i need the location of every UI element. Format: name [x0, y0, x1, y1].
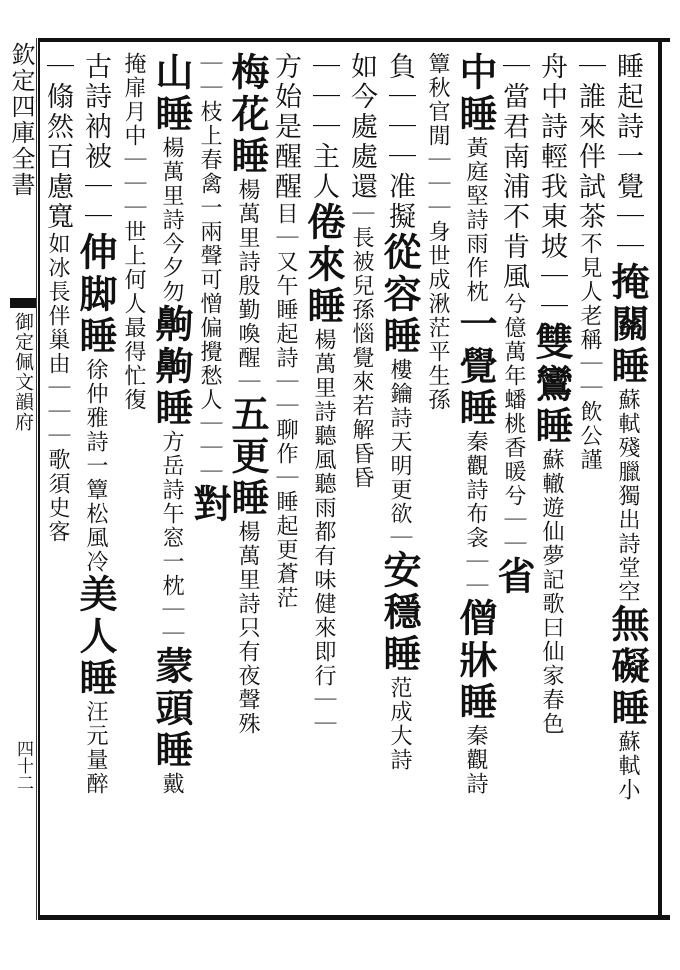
column-text: 如今處處還: [346, 52, 377, 202]
column-text: 飲公謹: [577, 400, 602, 472]
headword-char: 牀: [453, 640, 498, 682]
column-text: 復: [121, 388, 146, 412]
column-text: 不見人老稱｜｜: [577, 232, 602, 400]
headword-char: 睡: [301, 286, 346, 328]
column-text: 睡起詩一覺｜｜: [612, 52, 643, 262]
headword-char: 睡: [225, 478, 270, 520]
column-text: 古詩衲被｜｜: [80, 52, 111, 232]
text-column: [342, 52, 380, 912]
headword-char: 睡: [377, 316, 422, 358]
headword-char: 梅: [225, 52, 270, 94]
text-column: [418, 52, 456, 912]
text-column: [266, 52, 304, 912]
margin-book-title: 御定佩文韻府: [10, 298, 34, 432]
column-text: 楊萬里詩聽風聽雨都有味健來即行｜｜: [311, 328, 336, 736]
headword-char: 睡: [73, 658, 118, 700]
column-text: ｜｜｜主人: [308, 52, 339, 202]
column-text: 兮億萬年蟠桃香暖兮｜｜: [501, 292, 526, 556]
headword-char: 礙: [605, 646, 650, 688]
headword-char: 睡: [225, 136, 270, 178]
headword-char: 睡: [453, 682, 498, 724]
column-text: 樓鑰詩天明更欲｜: [387, 358, 412, 550]
frame-top-border: [38, 38, 670, 42]
column-text: 秦觀詩: [463, 724, 488, 796]
headword-char: 倦: [301, 202, 346, 244]
headword-char: 睡: [453, 388, 498, 430]
headword-char: 伸: [73, 232, 118, 274]
column-text: ｜誰來伴試茶: [574, 52, 605, 232]
headword-char: 五: [225, 394, 270, 436]
column-text: 蘇軾小: [615, 730, 640, 802]
margin-divider: [36, 38, 37, 920]
column-text: ｜長被兒孫惱覺來: [349, 202, 374, 394]
text-column: [453, 52, 498, 912]
headword-char: 睡: [605, 688, 650, 730]
column-text: 歌須史客: [45, 448, 70, 544]
text-column: [605, 52, 650, 912]
column-text: ｜世上何人最得忙: [121, 196, 146, 388]
column-text: 楊萬里詩殷勤喚醒｜: [235, 178, 260, 394]
column-text: ｜當君南浦不肯風: [498, 52, 529, 292]
column-text: 負｜｜｜准擬: [384, 52, 415, 232]
column-text: 秦觀詩布衾｜｜: [463, 430, 488, 598]
headword-char: 覺: [453, 346, 498, 388]
headword-char: 從: [377, 232, 422, 274]
column-text: 蘇軾殘臘獨出詩堂空: [615, 388, 640, 604]
headword-char: 穩: [377, 592, 422, 634]
headword-char: 安: [377, 550, 422, 592]
column-text: ｜翛然百慮寬: [42, 52, 73, 232]
headword-char: 齁: [149, 346, 194, 388]
column-text: 楊萬里詩只有夜聲殊: [235, 520, 260, 736]
headword-char: 省: [491, 556, 536, 598]
column-text: ｜｜枝上春禽一兩聲: [197, 52, 222, 268]
headword-char: 更: [225, 436, 270, 478]
text-column: [491, 52, 536, 912]
text-column: [301, 52, 346, 912]
column-text: 汪元量醉: [83, 700, 108, 796]
column-text: 方始是醒醒: [270, 52, 301, 202]
headword-char: 睡: [605, 346, 650, 388]
margin-page-number: 四十二: [13, 740, 33, 791]
headword-char: 一: [453, 304, 498, 346]
text-column: [187, 52, 232, 912]
margin-series-title: 欽定四庫全書: [7, 42, 35, 198]
column-text: 若解昏昏: [349, 394, 374, 490]
headword-char: 山: [149, 52, 194, 94]
column-text: 平生孫: [425, 340, 450, 412]
headword-char: 對: [187, 484, 232, 526]
headword-char: 睡: [529, 406, 574, 448]
column-text: 可憎偏攪愁人｜｜｜: [197, 268, 222, 484]
headword-char: 睡: [377, 634, 422, 676]
headword-char: 人: [73, 616, 118, 658]
headword-char: 來: [301, 244, 346, 286]
headword-char: 美: [73, 574, 118, 616]
headword-char: 睡: [149, 94, 194, 136]
headword-char: 花: [225, 94, 270, 136]
text-column: [73, 52, 118, 912]
text-column: [377, 52, 422, 912]
column-text: 徐仲雅詩一簟松風冷: [83, 358, 108, 574]
column-text: 舟中詩輕我東坡｜｜: [536, 52, 567, 322]
headword-char: 睡: [453, 94, 498, 136]
column-text: 楊萬里詩今夕勿: [159, 136, 184, 304]
headword-char: 脚: [73, 274, 118, 316]
frame-right-border: [658, 38, 662, 920]
headword-char: 雙: [529, 322, 574, 364]
column-text: 掩扉月中｜｜: [121, 52, 146, 196]
column-text: 方岳詩午窓一枕｜｜: [159, 430, 184, 646]
text-column: [570, 52, 608, 912]
text-column: [114, 52, 152, 912]
column-text: 戴: [159, 772, 184, 796]
text-column: [149, 52, 194, 912]
headword-char: 中: [453, 52, 498, 94]
column-text: 黃庭堅詩雨作枕: [463, 136, 488, 304]
headword-char: 關: [605, 304, 650, 346]
headword-char: 睡: [73, 316, 118, 358]
column-text: 蘇轍遊仙夢記歌曰仙家春色: [539, 448, 564, 736]
column-text: 目｜又午睡起詩｜｜聊作｜睡起更蒼茫: [273, 202, 298, 610]
headword-char: 睡: [149, 730, 194, 772]
headword-char: 掩: [605, 262, 650, 304]
headword-char: 齁: [149, 304, 194, 346]
column-text: 身世成湫茫: [425, 220, 450, 340]
headword-char: 頭: [149, 688, 194, 730]
text-column: [38, 52, 76, 912]
frame-bottom-border: [38, 915, 670, 920]
headword-char: 僧: [453, 598, 498, 640]
column-text: 如冰長伴巢由｜｜｜: [45, 232, 70, 448]
headword-char: 蒙: [149, 646, 194, 688]
headword-char: 無: [605, 604, 650, 646]
headword-char: 容: [377, 274, 422, 316]
headword-char: 鸞: [529, 364, 574, 406]
text-column: [529, 52, 574, 912]
column-text: 簟秋官閒｜｜｜: [425, 52, 450, 220]
text-column: [225, 52, 270, 912]
column-text: 范成大詩: [387, 676, 412, 772]
headword-char: 睡: [149, 388, 194, 430]
